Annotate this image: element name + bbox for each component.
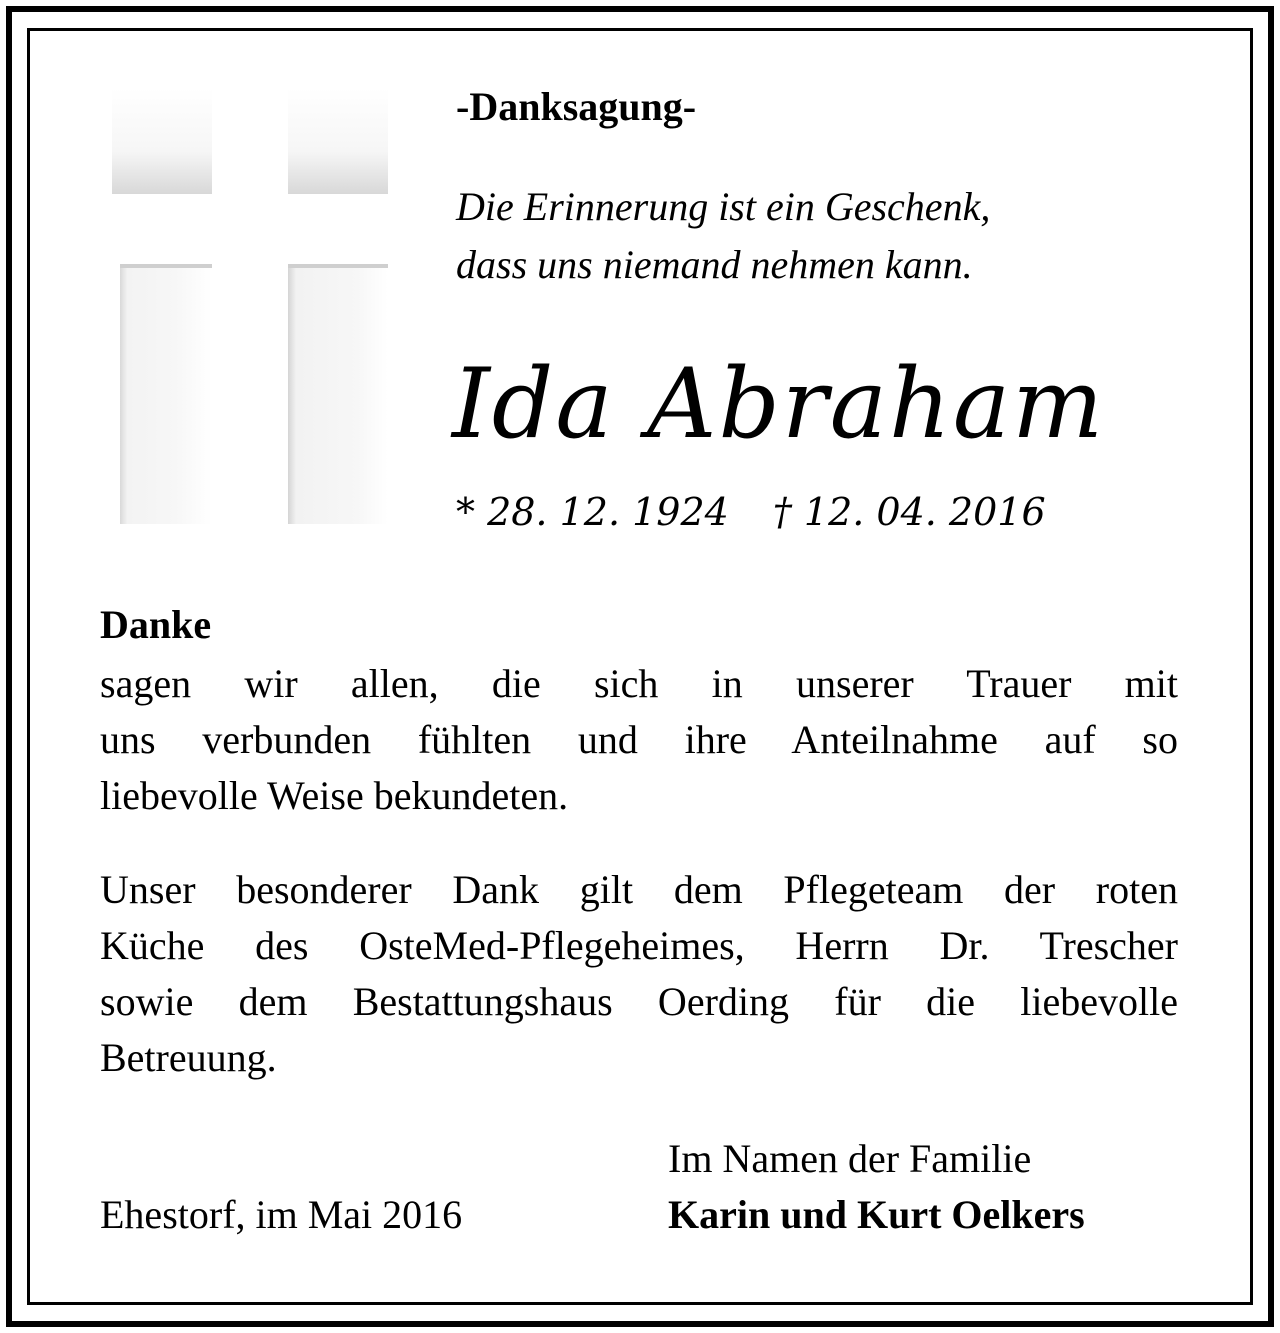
cross-quadrant-top-right [288,88,388,194]
memorial-quote [456,178,990,294]
quote-line: dass uns niemand nehmen kann. [456,242,973,287]
cross-quadrant-bottom-right [288,264,388,524]
paragraph-line: liebevolle Weise bekundeten. [100,773,569,818]
paragraph-line: Unser besonderer Dank gilt dem Pflegeteam der roten [100,867,1178,912]
place-and-date: Ehestorf, im Mai 2016 [100,1192,463,1237]
special-thanks-paragraph [100,862,1178,1086]
cross-icon [112,88,388,520]
paragraph-line: sowie dem Bestattungshaus Oerding für die liebevolle [100,979,1178,1024]
death-date: † 12. 04. 2016 [772,490,1046,534]
signature-intro: Im Namen der Familie [668,1136,1032,1181]
notice-heading: -Danksagung- [456,84,697,129]
quote-line: Die Erinnerung ist ein Geschenk, [456,184,991,229]
cross-quadrant-bottom-left [120,264,212,524]
thanks-title: Danke [100,602,212,647]
life-dates [456,488,1046,536]
paragraph-line: Küche des OsteMed-Pflegeheimes, Herrn Dr. Trescher [100,923,1178,968]
deceased-name: Ida Abraham [452,348,1106,460]
paragraph-line: sagen wir allen, die sich in unserer Trauer mit [100,661,1178,706]
birth-date: * 28. 12. 1924 [456,490,729,534]
cross-quadrant-top-left [112,88,212,194]
thanks-paragraph [100,656,1178,824]
paragraph-line: uns verbunden fühlten und ihre Anteilnahme auf so [100,717,1178,762]
paragraph-line: Betreuung. [100,1035,277,1080]
signature-names: Karin und Kurt Oelkers [668,1192,1085,1237]
